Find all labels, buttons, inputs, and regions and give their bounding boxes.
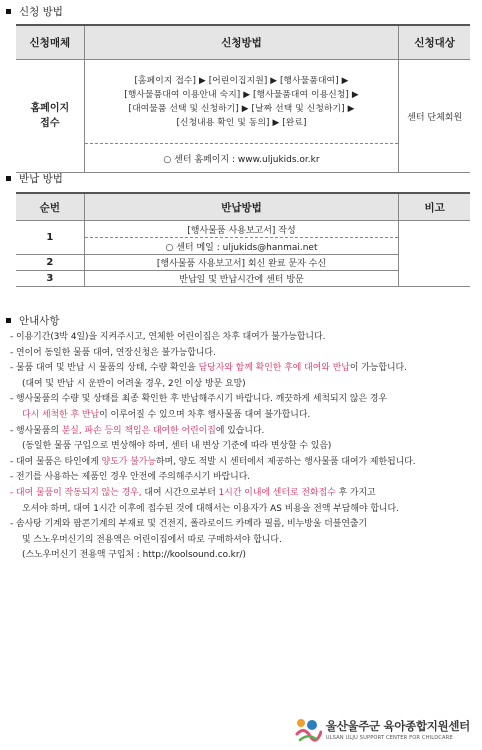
notice-highlight: 1시간 이내에 센터로 전화접수 — [218, 487, 336, 498]
logo-subtitle: ULSAN ULJU SUPPORT CENTER FOR CHILDCARE — [325, 734, 453, 741]
row-no-2: 2 — [16, 255, 84, 271]
return-table — [16, 192, 470, 287]
notice-line: 및 스노우머신기의 전용액은 어린이집에서 따로 구매하셔야 합니다. — [22, 534, 282, 545]
site-text: 센터 홈페이지 : www.uljukids.or.kr — [174, 154, 320, 165]
apply-title-text: 신청 방법 — [19, 6, 63, 18]
bullet-square-icon — [6, 176, 11, 181]
row-no-1: 1 — [16, 221, 84, 255]
notice-line: (동일한 물품 구입으로 변상해야 하며, 센터 내 변상 기준에 따라 변상할 수 있음) — [22, 441, 332, 452]
steps-cell — [84, 60, 399, 144]
row2-line1: [행사물품 사용보고서] 회신 완료 문자 수신 — [84, 255, 399, 271]
notice-highlight: 다시 세척한 후 반납 — [22, 409, 100, 420]
notice-section-title — [6, 313, 60, 328]
bullet-square-icon — [6, 318, 11, 323]
logo-name: 울산울주군 육아종합지원센터 — [325, 718, 470, 733]
row1-line1: [행사물품 사용보고서] 작성 — [84, 221, 399, 238]
notice-highlight: - 대여 물품이 작동되지 않는 경우, — [10, 487, 142, 498]
notice-text: 이 이루어질 수 있으며 차후 행사물품 대여 불가합니다. — [99, 409, 311, 420]
header-target: 신청대상 — [399, 25, 470, 60]
notice-line — [10, 486, 476, 502]
notice-text: - 물품 대여 및 반납 시 물품의 상태, 수량 확인을 — [10, 363, 199, 374]
notice-line: - 행사물품의 수량 및 상태를 최종 확인한 후 반납해주시기 바랍니다. 깨끗하게 세척되지 않은 경우 — [10, 394, 388, 405]
step-line-1: [홈페이지 접수] ▶ [어린이집지원] ▶ [행사물품대여] ▶ — [134, 75, 349, 86]
site-cell — [84, 144, 399, 173]
bullet-square-icon — [6, 9, 11, 14]
row3-line1: 반납일 및 반납시간에 센터 방문 — [84, 271, 399, 287]
header-note: 비고 — [399, 193, 470, 221]
notice-highlight: 양도가 불가능 — [101, 456, 156, 467]
notice-line — [10, 361, 476, 377]
notice-highlight: 담당자와 함께 확인한 후에 대여와 반납 — [198, 363, 350, 374]
notice-text: 후 가지고 — [335, 487, 376, 498]
notice-line: (대여 및 반납 시 운반이 어려울 경우, 2인 이상 방문 요망) — [22, 378, 246, 389]
notice-line — [10, 424, 476, 440]
notice-line — [10, 408, 476, 424]
notice-text: - 대여 물품은 타인에게 — [10, 456, 102, 467]
notice-title-text: 안내사항 — [19, 315, 60, 327]
notice-text: 대여 시간으로부터 — [141, 487, 219, 498]
notice-list — [10, 330, 476, 564]
note-cell — [399, 221, 470, 287]
center-logo-icon — [294, 716, 322, 742]
header-return-method: 반납방법 — [84, 193, 399, 221]
step-line-3: [대여물품 선택 및 신청하기] ▶ [날짜 선택 및 신청하기] ▶ — [128, 103, 355, 114]
notice-line: - 연이어 동일한 물품 대여, 연장신청은 불가능합니다. — [10, 347, 216, 358]
notice-text: - 행사물품의 — [10, 425, 62, 436]
notice-line: - 솜사탕 기계와 팝콘기계의 부재료 및 건전지, 폴라로이드 카메라 필름, 비누방울 더블연출기 — [10, 519, 368, 530]
header-no: 순번 — [16, 193, 84, 221]
medium-line2: 접수 — [40, 118, 60, 129]
notice-line: 오셔야 하며, 대여 1시간 이후에 접수된 것에 대해서는 이용자가 AS 비용을 전액 부담해야 합니다. — [22, 503, 399, 514]
notice-line — [10, 455, 476, 471]
notice-line: - 이용기간(3박 4일)을 지켜주시고, 연체한 어린이집은 차후 대여가 불가능합니다. — [10, 332, 326, 342]
center-logo — [294, 716, 470, 742]
header-method: 신청방법 — [84, 25, 399, 60]
notice-text: 에 있습니다. — [215, 425, 265, 436]
row-no-3: 3 — [16, 271, 84, 287]
apply-table — [16, 24, 470, 173]
circle-icon: ○ — [163, 154, 172, 165]
notice-text: 하며, 양도 적발 시 센터에서 제공하는 행사물품 대여가 제한됩니다. — [155, 456, 416, 467]
medium-cell — [16, 60, 84, 173]
step-line-2: [행사물품대여 이용안내 숙지] ▶ [행사물품대여 이용신청] ▶ — [124, 89, 359, 100]
header-medium: 신청매체 — [16, 25, 84, 60]
target-cell: 센터 단체회원 — [407, 112, 463, 123]
row1-line2: 센터 메일 : uljukids@hanmai.net — [176, 242, 318, 253]
notice-line: (스노우머신기 전용액 구입처 : http://koolsound.co.kr/) — [22, 550, 246, 561]
return-title-text: 반납 방법 — [19, 173, 63, 185]
notice-text: 이 가능합니다. — [349, 363, 407, 374]
notice-line: - 전기를 사용하는 제품인 경우 안전에 주의해주시기 바랍니다. — [10, 472, 251, 483]
row1-line2-cell — [84, 238, 399, 255]
notice-highlight: 분실, 파손 등의 책임은 대여한 어린이집 — [61, 425, 216, 436]
step-line-4: [신청내용 확인 및 동의] ▶ [완료] — [176, 117, 307, 128]
circle-icon: ○ — [165, 242, 174, 253]
medium-line1: 홈페이지 — [30, 103, 70, 114]
return-section-title — [6, 171, 63, 186]
apply-section-title — [6, 4, 63, 19]
